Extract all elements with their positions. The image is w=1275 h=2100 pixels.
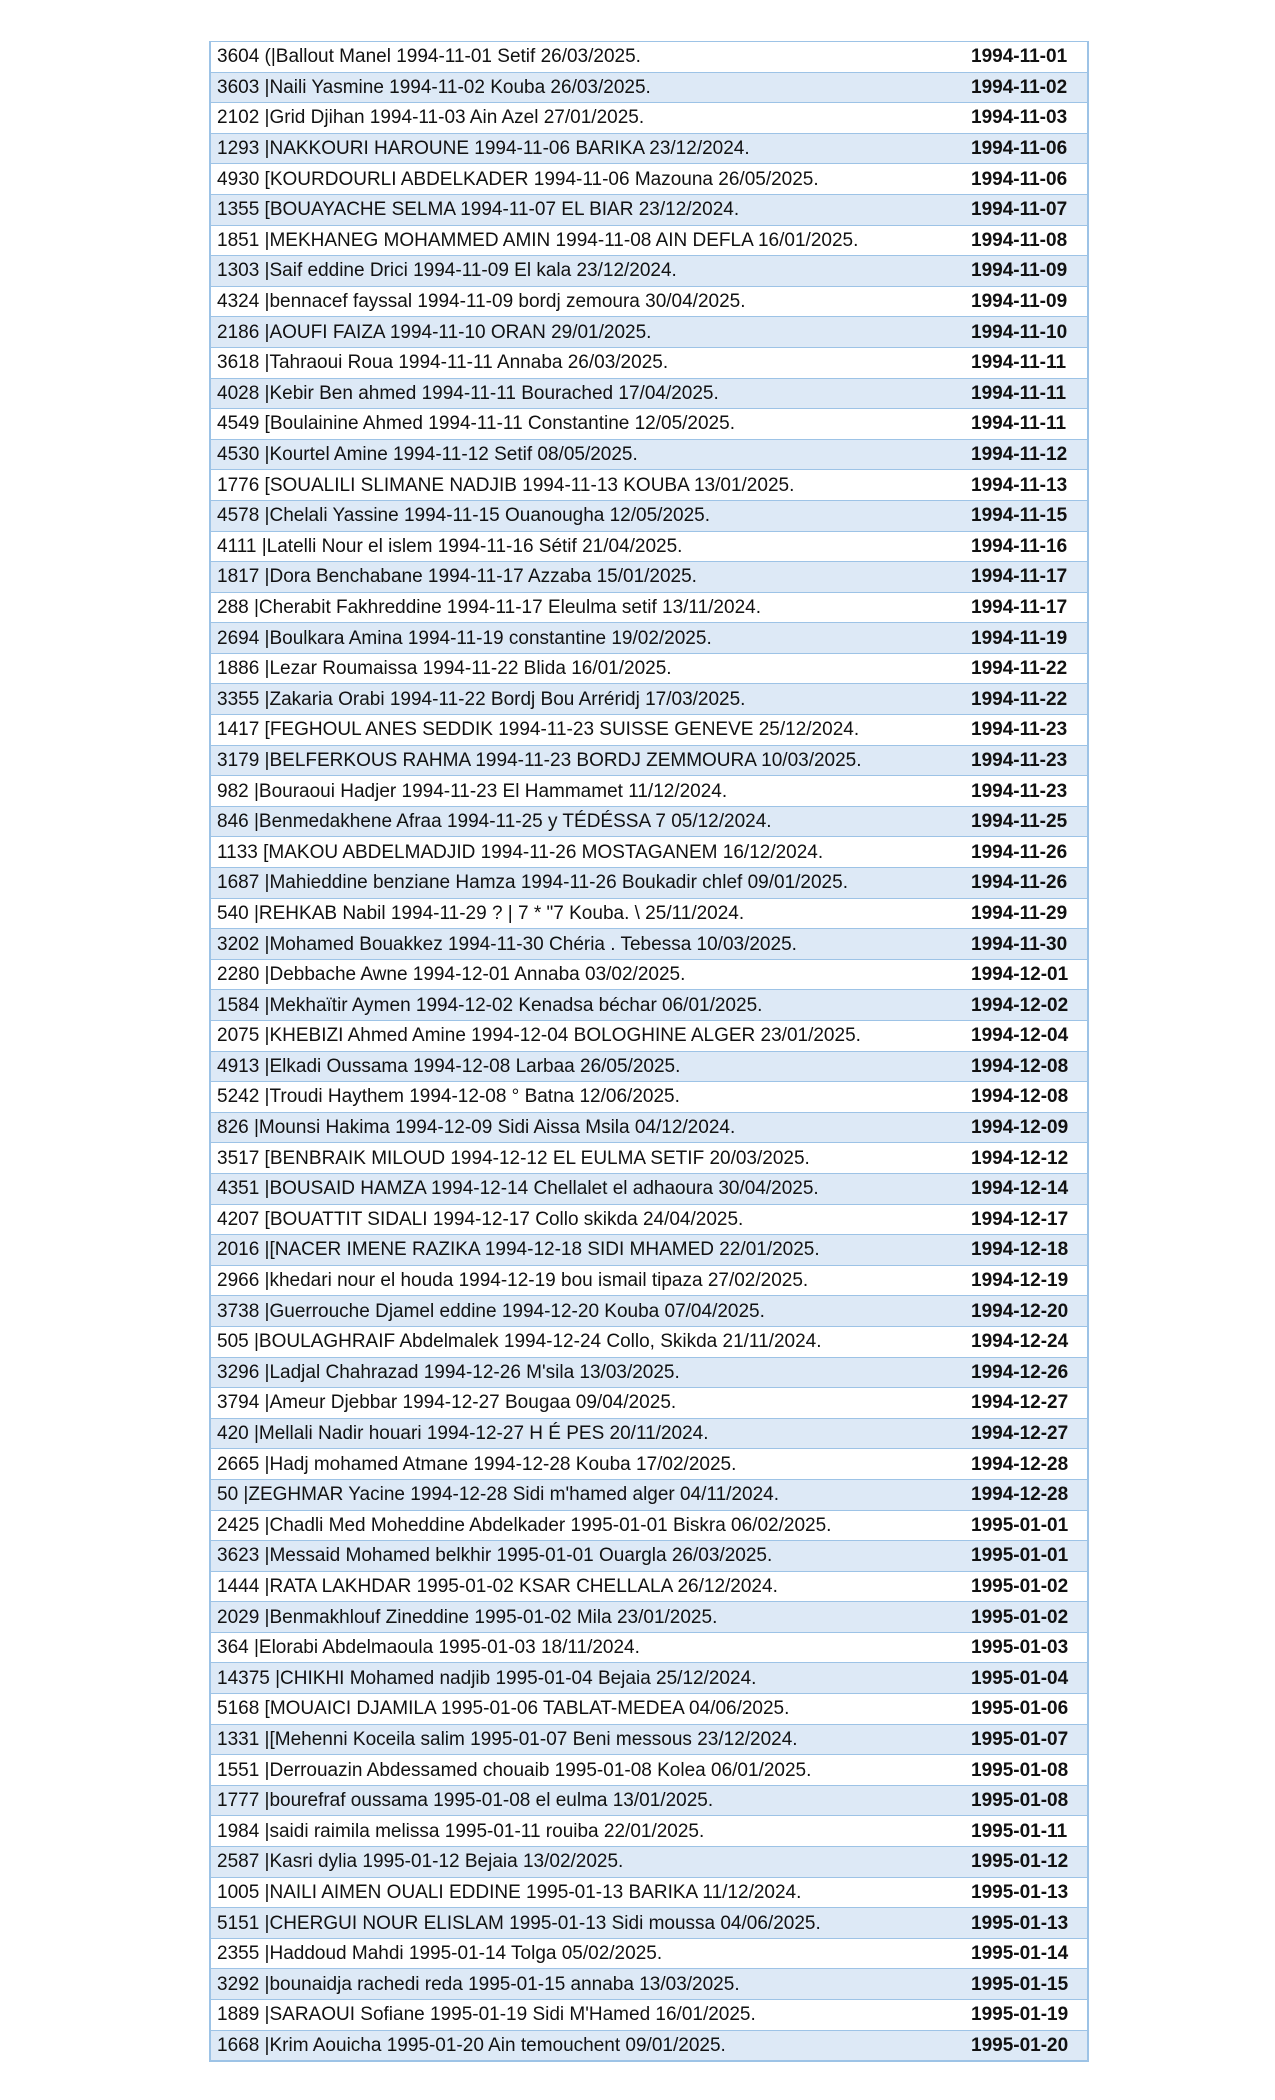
- record-entry-cell: 4028 |Kebir Ben ahmed 1994-11-11 Bourached 17/04/2025.: [210, 378, 953, 409]
- table-row: [210, 1785, 1088, 1816]
- table-row: [210, 715, 1088, 746]
- birth-date-cell: 1994-11-30: [953, 929, 1088, 960]
- record-entry-cell: 4530 |Kourtel Amine 1994-11-12 Setif 08/05/2025.: [210, 439, 953, 470]
- table-row: [210, 2030, 1088, 2061]
- record-entry-cell: 1851 |MEKHANEG MOHAMMED AMIN 1994-11-08 AIN DEFLA 16/01/2025.: [210, 225, 953, 256]
- record-entry-cell: 1668 |Krim Aouicha 1995-01-20 Ain temouchent 09/01/2025.: [210, 2030, 953, 2061]
- record-entry-cell: 826 |Mounsi Hakima 1994-12-09 Sidi Aissa Msila 04/12/2024.: [210, 1112, 953, 1143]
- birth-date-cell: 1994-11-02: [953, 72, 1088, 103]
- birth-date-cell: 1994-11-06: [953, 164, 1088, 195]
- birth-date-cell: 1994-12-19: [953, 1265, 1088, 1296]
- record-entry-cell: 3618 |Tahraoui Roua 1994-11-11 Annaba 26/03/2025.: [210, 347, 953, 378]
- table-row: [210, 1755, 1088, 1786]
- table-row: [210, 1173, 1088, 1204]
- record-entry-cell: 3202 |Mohamed Bouakkez 1994-11-30 Chéria . Tebessa 10/03/2025.: [210, 929, 953, 960]
- record-entry-cell: 3296 |Ladjal Chahrazad 1994-12-26 M'sila 13/03/2025.: [210, 1357, 953, 1388]
- table-row: [210, 1357, 1088, 1388]
- birth-date-cell: 1994-11-29: [953, 898, 1088, 929]
- table-row: [210, 1418, 1088, 1449]
- record-entry-cell: 1687 |Mahieddine benziane Hamza 1994-11-26 Boukadir chlef 09/01/2025.: [210, 868, 953, 899]
- record-entry-cell: 3794 |Ameur Djebbar 1994-12-27 Bougaa 09/04/2025.: [210, 1388, 953, 1419]
- birth-date-cell: 1994-11-03: [953, 103, 1088, 134]
- record-entry-cell: 3604 (|Ballout Manel 1994-11-01 Setif 26/03/2025.: [210, 42, 953, 73]
- record-entry-cell: 1984 |saidi raimila melissa 1995-01-11 rouiba 22/01/2025.: [210, 1816, 953, 1847]
- birth-date-cell: 1994-11-11: [953, 378, 1088, 409]
- table-row: [210, 1969, 1088, 2000]
- record-entry-cell: 4351 |BOUSAID HAMZA 1994-12-14 Chellalet el adhaoura 30/04/2025.: [210, 1173, 953, 1204]
- birth-date-cell: 1995-01-19: [953, 2000, 1088, 2031]
- record-entry-cell: 1005 |NAILI AIMEN OUALI EDDINE 1995-01-13 BARIKA 11/12/2024.: [210, 1877, 953, 1908]
- table-row: [210, 1051, 1088, 1082]
- table-row: [210, 623, 1088, 654]
- record-entry-cell: 1777 |bourefraf oussama 1995-01-08 el eulma 13/01/2025.: [210, 1785, 953, 1816]
- table-row: [210, 562, 1088, 593]
- birth-date-cell: 1995-01-07: [953, 1724, 1088, 1755]
- birth-date-cell: 1994-11-23: [953, 715, 1088, 746]
- record-entry-cell: 2280 |Debbache Awne 1994-12-01 Annaba 03/02/2025.: [210, 959, 953, 990]
- birth-date-cell: 1994-11-15: [953, 500, 1088, 531]
- record-entry-cell: 1584 |Mekhaïtir Aymen 1994-12-02 Kenadsa béchar 06/01/2025.: [210, 990, 953, 1021]
- birth-date-cell: 1994-11-09: [953, 286, 1088, 317]
- birth-date-cell: 1994-12-12: [953, 1143, 1088, 1174]
- birth-date-cell: 1994-11-07: [953, 194, 1088, 225]
- birth-date-cell: 1995-01-02: [953, 1602, 1088, 1633]
- table-row: [210, 1204, 1088, 1235]
- birth-date-cell: 1994-11-16: [953, 531, 1088, 562]
- table-row: [210, 1112, 1088, 1143]
- birth-date-cell: 1995-01-01: [953, 1510, 1088, 1541]
- record-entry-cell: 4111 |Latelli Nour el islem 1994-11-16 Sétif 21/04/2025.: [210, 531, 953, 562]
- birth-date-cell: 1994-12-08: [953, 1051, 1088, 1082]
- birth-date-cell: 1994-12-18: [953, 1235, 1088, 1266]
- birth-date-cell: 1994-12-08: [953, 1082, 1088, 1113]
- record-entry-cell: 3179 |BELFERKOUS RAHMA 1994-11-23 BORDJ ZEMMOURA 10/03/2025.: [210, 745, 953, 776]
- table-row: [210, 1082, 1088, 1113]
- birth-date-cell: 1994-11-19: [953, 623, 1088, 654]
- table-row: [210, 1479, 1088, 1510]
- record-entry-cell: 5242 |Troudi Haythem 1994-12-08 ° Batna 12/06/2025.: [210, 1082, 953, 1113]
- table-row: [210, 256, 1088, 287]
- table-row: [210, 868, 1088, 899]
- table-row: [210, 592, 1088, 623]
- table-row: [210, 1571, 1088, 1602]
- table-row: [210, 1877, 1088, 1908]
- birth-date-cell: 1994-11-06: [953, 133, 1088, 164]
- record-entry-cell: 2966 |khedari nour el houda 1994-12-19 bou ismail tipaza 27/02/2025.: [210, 1265, 953, 1296]
- table-row: [210, 1663, 1088, 1694]
- record-entry-cell: 420 |Mellali Nadir houari 1994-12-27 H É PES 20/11/2024.: [210, 1418, 953, 1449]
- table-row: [210, 531, 1088, 562]
- birth-date-cell: 1995-01-11: [953, 1816, 1088, 1847]
- record-entry-cell: 1889 |SARAOUI Sofiane 1995-01-19 Sidi M'Hamed 16/01/2025.: [210, 2000, 953, 2031]
- birth-date-cell: 1995-01-13: [953, 1908, 1088, 1939]
- record-entry-cell: 540 |REHKAB Nabil 1994-11-29 ? | 7 * "7 Kouba. \ 25/11/2024.: [210, 898, 953, 929]
- table-row: [210, 194, 1088, 225]
- table-row: [210, 959, 1088, 990]
- table-row: [210, 439, 1088, 470]
- record-entry-cell: 1444 |RATA LAKHDAR 1995-01-02 KSAR CHELLALA 26/12/2024.: [210, 1571, 953, 1602]
- birth-date-cell: 1994-12-20: [953, 1296, 1088, 1327]
- table-row: [210, 347, 1088, 378]
- record-entry-cell: 1817 |Dora Benchabane 1994-11-17 Azzaba 15/01/2025.: [210, 562, 953, 593]
- birth-date-cell: 1994-11-11: [953, 347, 1088, 378]
- table-row: [210, 1541, 1088, 1572]
- table-row: [210, 72, 1088, 103]
- table-row: [210, 1021, 1088, 1052]
- birth-date-cell: 1995-01-04: [953, 1663, 1088, 1694]
- birth-date-cell: 1994-11-23: [953, 776, 1088, 807]
- table-row: [210, 409, 1088, 440]
- table-row: [210, 1510, 1088, 1541]
- record-entry-cell: 1331 |[Mehenni Koceila salim 1995-01-07 Beni messous 23/12/2024.: [210, 1724, 953, 1755]
- birth-date-cell: 1994-12-24: [953, 1326, 1088, 1357]
- birth-date-cell: 1994-12-17: [953, 1204, 1088, 1235]
- table-row: [210, 1449, 1088, 1480]
- birth-date-cell: 1995-01-12: [953, 1847, 1088, 1878]
- birth-date-cell: 1994-11-17: [953, 592, 1088, 623]
- table-row: [210, 1326, 1088, 1357]
- records-table-body: [210, 42, 1088, 2062]
- record-entry-cell: 2075 |KHEBIZI Ahmed Amine 1994-12-04 BOLOGHINE ALGER 23/01/2025.: [210, 1021, 953, 1052]
- birth-date-cell: 1994-11-25: [953, 806, 1088, 837]
- record-entry-cell: 3623 |Messaid Mohamed belkhir 1995-01-01 Ouargla 26/03/2025.: [210, 1541, 953, 1572]
- record-entry-cell: 4324 |bennacef fayssal 1994-11-09 bordj zemoura 30/04/2025.: [210, 286, 953, 317]
- record-entry-cell: 2665 |Hadj mohamed Atmane 1994-12-28 Kouba 17/02/2025.: [210, 1449, 953, 1480]
- record-entry-cell: 2355 |Haddoud Mahdi 1995-01-14 Tolga 05/02/2025.: [210, 1938, 953, 1969]
- record-entry-cell: 982 |Bouraoui Hadjer 1994-11-23 El Hammamet 11/12/2024.: [210, 776, 953, 807]
- record-entry-cell: 4913 |Elkadi Oussama 1994-12-08 Larbaa 26/05/2025.: [210, 1051, 953, 1082]
- table-row: [210, 1265, 1088, 1296]
- table-row: [210, 317, 1088, 348]
- birth-date-cell: 1995-01-20: [953, 2030, 1088, 2061]
- table-row: [210, 1938, 1088, 1969]
- birth-date-cell: 1995-01-15: [953, 1969, 1088, 2000]
- table-row: [210, 1724, 1088, 1755]
- record-entry-cell: 3603 |Naili Yasmine 1994-11-02 Kouba 26/03/2025.: [210, 72, 953, 103]
- record-entry-cell: 2029 |Benmakhlouf Zineddine 1995-01-02 Mila 23/01/2025.: [210, 1602, 953, 1633]
- table-row: [210, 1694, 1088, 1725]
- birth-date-cell: 1994-11-11: [953, 409, 1088, 440]
- birth-date-cell: 1994-11-17: [953, 562, 1088, 593]
- table-row: [210, 1816, 1088, 1847]
- birth-date-cell: 1995-01-08: [953, 1755, 1088, 1786]
- record-entry-cell: 2016 |[NACER IMENE RAZIKA 1994-12-18 SIDI MHAMED 22/01/2025.: [210, 1235, 953, 1266]
- table-row: [210, 806, 1088, 837]
- birth-date-cell: 1994-11-13: [953, 470, 1088, 501]
- table-row: [210, 470, 1088, 501]
- table-row: [210, 990, 1088, 1021]
- table-row: [210, 2000, 1088, 2031]
- table-row: [210, 1908, 1088, 1939]
- record-entry-cell: 2102 |Grid Djihan 1994-11-03 Ain Azel 27/01/2025.: [210, 103, 953, 134]
- birth-date-cell: 1994-12-01: [953, 959, 1088, 990]
- birth-date-cell: 1994-12-27: [953, 1418, 1088, 1449]
- record-entry-cell: 1355 [BOUAYACHE SELMA 1994-11-07 EL BIAR 23/12/2024.: [210, 194, 953, 225]
- record-entry-cell: 3355 |Zakaria Orabi 1994-11-22 Bordj Bou Arréridj 17/03/2025.: [210, 684, 953, 715]
- birth-date-cell: 1994-12-14: [953, 1173, 1088, 1204]
- birth-date-cell: 1994-12-27: [953, 1388, 1088, 1419]
- record-entry-cell: 5151 |CHERGUI NOUR ELISLAM 1995-01-13 Sidi moussa 04/06/2025.: [210, 1908, 953, 1939]
- birth-date-cell: 1995-01-03: [953, 1632, 1088, 1663]
- birth-date-cell: 1994-11-01: [953, 42, 1088, 73]
- birth-date-cell: 1995-01-02: [953, 1571, 1088, 1602]
- table-row: [210, 133, 1088, 164]
- birth-date-cell: 1994-11-08: [953, 225, 1088, 256]
- table-row: [210, 286, 1088, 317]
- birth-date-cell: 1995-01-01: [953, 1541, 1088, 1572]
- table-row: [210, 500, 1088, 531]
- record-entry-cell: 4578 |Chelali Yassine 1994-11-15 Ouanougha 12/05/2025.: [210, 500, 953, 531]
- record-entry-cell: 846 |Benmedakhene Afraa 1994-11-25 y TÉDÉSSA 7 05/12/2024.: [210, 806, 953, 837]
- record-entry-cell: 505 |BOULAGHRAIF Abdelmalek 1994-12-24 Collo, Skikda 21/11/2024.: [210, 1326, 953, 1357]
- record-entry-cell: 1417 [FEGHOUL ANES SEDDIK 1994-11-23 SUISSE GENEVE 25/12/2024.: [210, 715, 953, 746]
- record-entry-cell: 4930 [KOURDOURLI ABDELKADER 1994-11-06 Mazouna 26/05/2025.: [210, 164, 953, 195]
- birth-date-cell: 1994-12-04: [953, 1021, 1088, 1052]
- table-row: [210, 1296, 1088, 1327]
- record-entry-cell: 1886 |Lezar Roumaissa 1994-11-22 Blida 16/01/2025.: [210, 653, 953, 684]
- record-entry-cell: 3738 |Guerrouche Djamel eddine 1994-12-20 Kouba 07/04/2025.: [210, 1296, 953, 1327]
- record-entry-cell: 50 |ZEGHMAR Yacine 1994-12-28 Sidi m'hamed alger 04/11/2024.: [210, 1479, 953, 1510]
- record-entry-cell: 1776 [SOUALILI SLIMANE NADJIB 1994-11-13 KOUBA 13/01/2025.: [210, 470, 953, 501]
- table-row: [210, 898, 1088, 929]
- record-entry-cell: 1133 [MAKOU ABDELMADJID 1994-11-26 MOSTAGANEM 16/12/2024.: [210, 837, 953, 868]
- table-row: [210, 1602, 1088, 1633]
- table-row: [210, 103, 1088, 134]
- record-entry-cell: 2186 |AOUFI FAIZA 1994-11-10 ORAN 29/01/2025.: [210, 317, 953, 348]
- record-entry-cell: 4549 [Boulainine Ahmed 1994-11-11 Constantine 12/05/2025.: [210, 409, 953, 440]
- table-row: [210, 1847, 1088, 1878]
- birth-date-cell: 1994-11-10: [953, 317, 1088, 348]
- record-entry-cell: 2425 |Chadli Med Moheddine Abdelkader 1995-01-01 Biskra 06/02/2025.: [210, 1510, 953, 1541]
- table-row: [210, 1388, 1088, 1419]
- record-entry-cell: 2587 |Kasri dylia 1995-01-12 Bejaia 13/02/2025.: [210, 1847, 953, 1878]
- birth-date-cell: 1995-01-06: [953, 1694, 1088, 1725]
- record-entry-cell: 4207 [BOUATTIT SIDALI 1994-12-17 Collo skikda 24/04/2025.: [210, 1204, 953, 1235]
- table-row: [210, 837, 1088, 868]
- birth-date-cell: 1994-11-22: [953, 684, 1088, 715]
- birth-date-cell: 1995-01-08: [953, 1785, 1088, 1816]
- birth-date-cell: 1994-12-02: [953, 990, 1088, 1021]
- records-table: [209, 41, 1089, 2062]
- birth-date-cell: 1995-01-14: [953, 1938, 1088, 1969]
- birth-date-cell: 1994-12-26: [953, 1357, 1088, 1388]
- table-row: [210, 745, 1088, 776]
- record-entry-cell: 1303 |Saif eddine Drici 1994-11-09 El kala 23/12/2024.: [210, 256, 953, 287]
- record-entry-cell: 3517 [BENBRAIK MILOUD 1994-12-12 EL EULMA SETIF 20/03/2025.: [210, 1143, 953, 1174]
- record-entry-cell: 1551 |Derrouazin Abdessamed chouaib 1995-01-08 Kolea 06/01/2025.: [210, 1755, 953, 1786]
- birth-date-cell: 1994-11-22: [953, 653, 1088, 684]
- table-row: [210, 653, 1088, 684]
- table-row: [210, 1632, 1088, 1663]
- birth-date-cell: 1994-11-26: [953, 837, 1088, 868]
- table-row: [210, 378, 1088, 409]
- record-entry-cell: 364 |Elorabi Abdelmaoula 1995-01-03 18/11/2024.: [210, 1632, 953, 1663]
- table-row: [210, 1235, 1088, 1266]
- table-row: [210, 929, 1088, 960]
- record-entry-cell: 5168 [MOUAICI DJAMILA 1995-01-06 TABLAT-MEDEA 04/06/2025.: [210, 1694, 953, 1725]
- table-row: [210, 225, 1088, 256]
- table-row: [210, 684, 1088, 715]
- table-row: [210, 776, 1088, 807]
- record-entry-cell: 1293 |NAKKOURI HAROUNE 1994-11-06 BARIKA 23/12/2024.: [210, 133, 953, 164]
- birth-date-cell: 1994-11-09: [953, 256, 1088, 287]
- record-entry-cell: 3292 |bounaidja rachedi reda 1995-01-15 annaba 13/03/2025.: [210, 1969, 953, 2000]
- table-row: [210, 42, 1088, 73]
- birth-date-cell: 1994-11-12: [953, 439, 1088, 470]
- birth-date-cell: 1994-11-26: [953, 868, 1088, 899]
- birth-date-cell: 1994-11-23: [953, 745, 1088, 776]
- birth-date-cell: 1994-12-28: [953, 1479, 1088, 1510]
- birth-date-cell: 1994-12-28: [953, 1449, 1088, 1480]
- record-entry-cell: 2694 |Boulkara Amina 1994-11-19 constantine 19/02/2025.: [210, 623, 953, 654]
- birth-date-cell: 1995-01-13: [953, 1877, 1088, 1908]
- birth-date-cell: 1994-12-09: [953, 1112, 1088, 1143]
- record-entry-cell: 14375 |CHIKHI Mohamed nadjib 1995-01-04 Bejaia 25/12/2024.: [210, 1663, 953, 1694]
- record-entry-cell: 288 |Cherabit Fakhreddine 1994-11-17 Eleulma setif 13/11/2024.: [210, 592, 953, 623]
- table-row: [210, 1143, 1088, 1174]
- table-row: [210, 164, 1088, 195]
